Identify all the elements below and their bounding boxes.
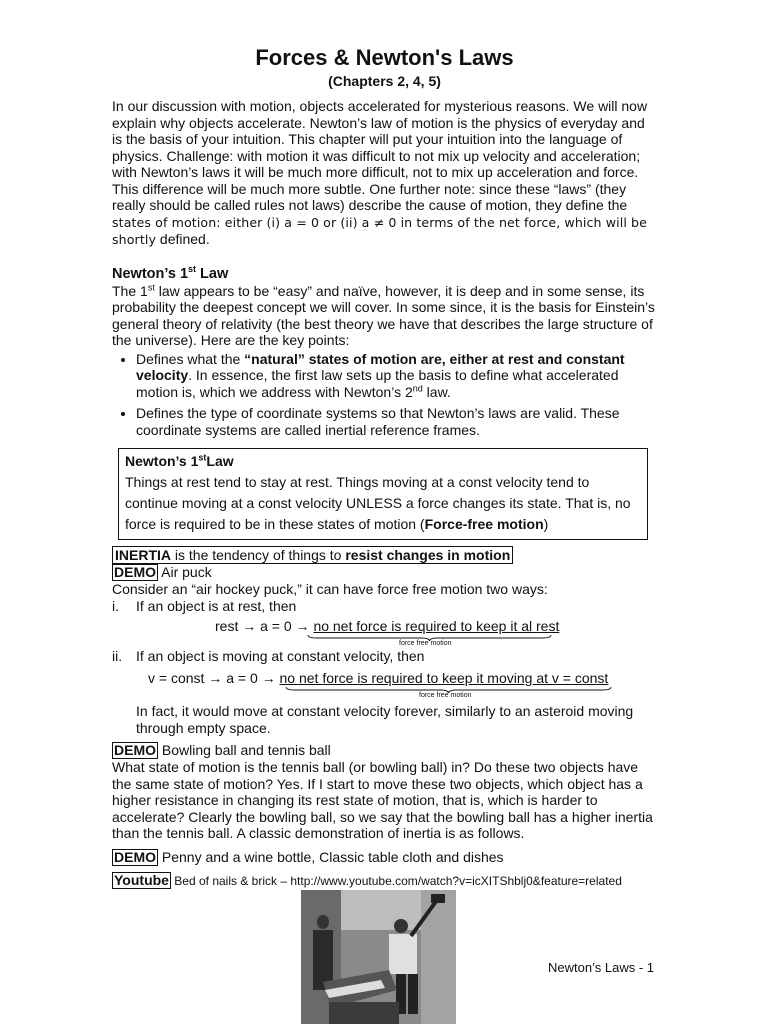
item-ii: ii. If an object is moving at constant velocity, then xyxy=(112,648,425,664)
document-page xyxy=(112,44,657,890)
demo-tag: DEMO xyxy=(114,564,156,580)
equation-lhs: rest → a = 0 → xyxy=(215,618,314,634)
inertia-box: INERTIA is the tendency of things to resist changes in motion xyxy=(112,546,513,564)
page-title: Forces & Newton's Laws xyxy=(255,45,514,70)
intro-end-text: defined. xyxy=(159,231,210,247)
consider-text: Consider an “air hockey puck,” it can have force free motion two ways: xyxy=(112,581,548,597)
list-item: • Defines what the “natural” states of motion are, either at rest and constant velocity. In essence, the first law sets up the basis to define what accelerated motion is, which we address with Newton’s 2nd law. xyxy=(136,351,657,401)
page-subtitle: (Chapters 2, 4, 5) xyxy=(328,73,441,89)
demo-tag: DEMO xyxy=(114,848,156,865)
box-body: Things at rest tend to stay at rest. Things moving at a const velocity tend to continue moving at a const velocity UNLESS a force changes its state. That is, no force is required to be in these states of motion (Force-free motion) xyxy=(125,474,631,532)
demo-tag: DEMO xyxy=(114,742,156,758)
key-points-list xyxy=(112,351,657,439)
page-footer: Newton’s Laws - 1 xyxy=(548,960,654,975)
equation-lhs: v = const → a = 0 → xyxy=(148,670,280,686)
inertia-definition xyxy=(112,546,657,564)
bowling-paragraph: What state of motion is the tennis ball (or bowling ball) in? Do these two objects have the same state of motion? Yes. If I start to move these two objects, which object has a higher resistance in changing its rest state of motion, that is, which is harder to accelerate? Clearly the bowling ball, so we say that the bowling ball has a higher inertia than the tennis ball. A classic demonstration of inertia is as follows. xyxy=(112,759,653,841)
equation-rest xyxy=(112,615,657,645)
intro-text: In our discussion with motion, objects accelerated for mysterious reasons. We will now explain why objects accelerate. Newton’s law of motion is the physics of everyday and is the basis of your intuition. This chapter will put your intuition into the language of physics. Challenge: with motion it was difficult to not mix up velocity and acceleration; with Newton’s laws it will be much more difficult, not to mix up acceleration and force. This difference will be much more subtle. One further note: since these “laws” (they really should be called rules not laws) describe the cause of motion, they define the xyxy=(112,98,648,213)
in-fact-paragraph: In fact, it would move at constant velocity forever, similarly to an asteroid moving through empty space. xyxy=(136,703,634,736)
demo-penny: DEMO Penny and a wine bottle, Classic table cloth and dishes xyxy=(114,848,504,865)
equation-const xyxy=(112,665,657,699)
demo-bowling: DEMO Bowling ball and tennis ball xyxy=(114,742,331,758)
first-law-box xyxy=(118,448,648,540)
youtube-tag: Youtube xyxy=(114,871,169,888)
brace-label: force free motion xyxy=(419,692,472,699)
first-law-paragraph: The 1st law appears to be “easy” and naïve, however, it is deep and in some sense, its probability the deepest concept we will cover. In some since, it is the basis for Einstein’s general theory of relativity (the best theory we have that describes the large structure of the universe). Here are the key points: xyxy=(112,281,655,348)
intro-paragraph xyxy=(112,98,657,249)
youtube-line xyxy=(112,872,657,890)
list-item: • Defines the type of coordinate systems so that Newton’s laws are valid. These coordinate systems are called inertial reference frames. xyxy=(136,405,657,438)
intro-states-text: states of motion: either (i) a = 0 or (ii) a ≠ 0 in terms of the net force, which will be shortly xyxy=(112,214,647,247)
demo-air-puck: DEMO Air puck xyxy=(114,564,212,580)
first-law-heading: Newton’s 1st Law xyxy=(112,263,229,282)
box-title: Newton’s 1stLaw xyxy=(125,452,234,469)
equation-statement: no net force is required to keep it al rest xyxy=(313,618,560,634)
bed-of-nails-photo-icon xyxy=(301,890,456,1024)
brace-label: force free motion xyxy=(399,640,452,647)
item-i: i. If an object is at rest, then xyxy=(112,598,297,614)
equation-statement: no net force is required to keep it moving at v = const xyxy=(279,670,609,686)
youtube-link[interactable]: Bed of nails & brick – http://www.youtube.com/watch?v=icXITShblj0&feature=related xyxy=(170,873,622,888)
